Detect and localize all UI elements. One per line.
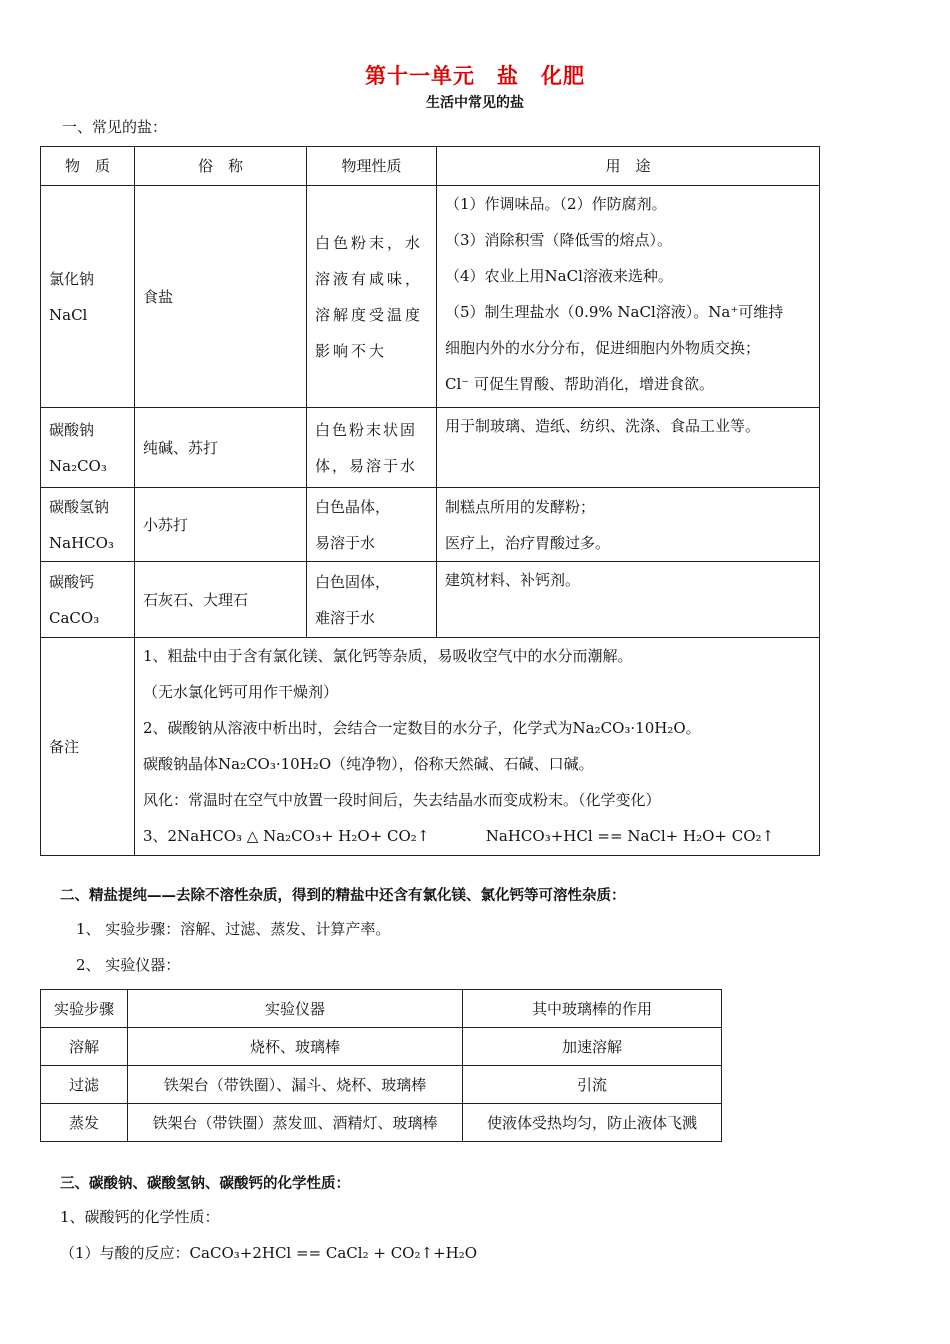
uses-cell — [437, 408, 820, 488]
use-line: 医疗上，治疗胃酸过多。 — [445, 533, 611, 552]
physical-line: 溶液有咸味， — [315, 269, 424, 288]
substance-name: 碳酸钙 — [49, 572, 95, 591]
substance-cell — [41, 186, 135, 408]
note-line: 风化：常温时在空气中放置一段时间后，失去结晶水而变成粉末。（化学变化） — [143, 791, 661, 809]
substance-formula: NaCl — [49, 305, 88, 324]
instruments-cell: 烧杯、玻璃棒 — [128, 1028, 463, 1066]
experiment-steps: 1、 实验步骤：溶解、过滤、蒸发、计算产率。 — [76, 920, 391, 938]
use-line: （1）作调味品。（2）作防腐剂。 — [445, 195, 667, 213]
substance-formula: Na₂CO₃ — [49, 456, 107, 475]
header-instruments: 实验仪器 — [128, 990, 463, 1028]
note-line: 1、粗盐中由于含有氯化镁、氯化钙等杂质，易吸收空气中的水分而潮解。 — [143, 647, 633, 665]
use-line: （3）消除积雪（降低雪的熔点）。 — [445, 231, 673, 249]
instruments-cell: 铁架台（带铁圈）、漏斗、烧杯、玻璃棒 — [128, 1066, 463, 1104]
uses-cell — [437, 562, 820, 638]
use-line: Cl⁻ 可促生胃酸、帮助消化，增进食欲。 — [445, 375, 714, 393]
physical-line: 难溶于水 — [315, 608, 376, 627]
use-line: （4）农业上用NaCl溶液来选种。 — [445, 267, 673, 285]
table-row — [41, 1028, 722, 1066]
header-uses: 用 途 — [437, 147, 820, 186]
notes-label: 备注 — [41, 638, 135, 856]
physical-line: 体，易溶于水 — [315, 456, 418, 475]
rod-role-cell: 使液体受热均匀，防止液体飞溅 — [463, 1104, 722, 1142]
header-substance: 物 质 — [41, 147, 135, 186]
uses-cell — [437, 488, 820, 562]
substance-formula: CaCO₃ — [49, 608, 100, 627]
physical-line: 溶解度受温度 — [315, 305, 424, 324]
substance-formula: NaHCO₃ — [49, 533, 114, 552]
physical-line: 白色固体， — [315, 572, 391, 591]
section-1-heading: 一、常见的盐： — [62, 118, 168, 136]
table-row — [41, 186, 820, 408]
section-3-heading: 三、碳酸钠、碳酸氢钠、碳酸钙的化学性质： — [60, 1176, 350, 1192]
physical-line: 易溶于水 — [315, 533, 376, 552]
use-line: 制糕点所用的发酵粉； — [445, 497, 596, 516]
table-row — [41, 488, 820, 562]
substance-name: 碳酸氢钠 — [49, 497, 110, 516]
note-line: 碳酸钠晶体Na₂CO₃·10H₂O（纯净物），俗称天然碱、石碱、口碱。 — [143, 755, 594, 773]
header-common-name: 俗 称 — [135, 147, 307, 186]
header-rod-role: 其中玻璃棒的作用 — [463, 990, 722, 1028]
substance-cell — [41, 562, 135, 638]
uses-cell — [437, 186, 820, 408]
physical-line: 白色粉末状固 — [315, 420, 418, 439]
table-row — [41, 1104, 722, 1142]
equation-line — [143, 818, 811, 854]
physical-cell — [307, 408, 437, 488]
table-header-row — [41, 990, 722, 1028]
physical-cell — [307, 186, 437, 408]
equation-decomposition: 3、2NaHCO₃ △ Na₂CO₃+ H₂O+ CO₂↑ — [143, 827, 430, 845]
common-name-cell: 食盐 — [135, 186, 307, 408]
substance-cell — [41, 488, 135, 562]
use-line: （5）制生理盐水（0.9% NaCl溶液）。Na⁺可维持 — [445, 303, 784, 321]
common-name-cell: 纯碱、苏打 — [135, 408, 307, 488]
purification-table — [40, 989, 722, 1142]
header-physical: 物理性质 — [307, 147, 437, 186]
use-line: 细胞内外的水分分布，促进细胞内外物质交换； — [445, 339, 761, 357]
step-cell: 过滤 — [41, 1066, 128, 1104]
table-row — [41, 562, 820, 638]
step-cell: 溶解 — [41, 1028, 128, 1066]
notes-row — [41, 638, 820, 856]
use-line: 建筑材料、补钙剂。 — [445, 571, 581, 589]
instruments-cell: 铁架台（带铁圈）蒸发皿、酒精灯、玻璃棒 — [128, 1104, 463, 1142]
header-step: 实验步骤 — [41, 990, 128, 1028]
substance-name: 碳酸钠 — [49, 420, 95, 439]
equation-neutralization: NaHCO₃+HCl == NaCl+ H₂O+ CO₂↑ — [485, 827, 775, 845]
experiment-instruments-heading: 2、 实验仪器： — [76, 956, 181, 974]
section-2-heading: 二、精盐提纯——去除不溶性杂质，得到的精盐中还含有氯化镁、氯化钙等可溶性杂质： — [60, 888, 626, 904]
step-cell: 蒸发 — [41, 1104, 128, 1142]
substance-name: 氯化钠 — [49, 269, 95, 288]
common-name-cell: 小苏打 — [135, 488, 307, 562]
table-row — [41, 1066, 722, 1104]
rod-role-cell: 引流 — [463, 1066, 722, 1104]
calcium-carbonate-properties: 1、碳酸钙的化学性质： — [60, 1208, 220, 1226]
acid-reaction: （1）与酸的反应：CaCO₃+2HCl == CaCl₂ + CO₂↑+H₂O — [60, 1244, 478, 1262]
table-row — [41, 408, 820, 488]
note-line: （无水氯化钙可用作干燥剂） — [143, 683, 339, 701]
page-title: 第十一单元 盐 化肥 — [365, 64, 585, 88]
physical-line: 白色粉末，水 — [315, 233, 424, 252]
page-subtitle: 生活中常见的盐 — [426, 95, 524, 111]
common-salts-table — [40, 146, 820, 856]
physical-line: 白色晶体， — [315, 497, 391, 516]
physical-cell — [307, 488, 437, 562]
substance-cell — [41, 408, 135, 488]
physical-cell — [307, 562, 437, 638]
notes-cell — [135, 638, 820, 856]
note-line: 2、碳酸钠从溶液中析出时，会结合一定数目的水分子，化学式为Na₂CO₃·10H₂O。 — [143, 719, 701, 737]
physical-line: 影响不大 — [315, 341, 388, 360]
use-line: 用于制玻璃、造纸、纺织、洗涤、食品工业等。 — [445, 417, 761, 435]
common-name-cell: 石灰石、大理石 — [135, 562, 307, 638]
rod-role-cell: 加速溶解 — [463, 1028, 722, 1066]
